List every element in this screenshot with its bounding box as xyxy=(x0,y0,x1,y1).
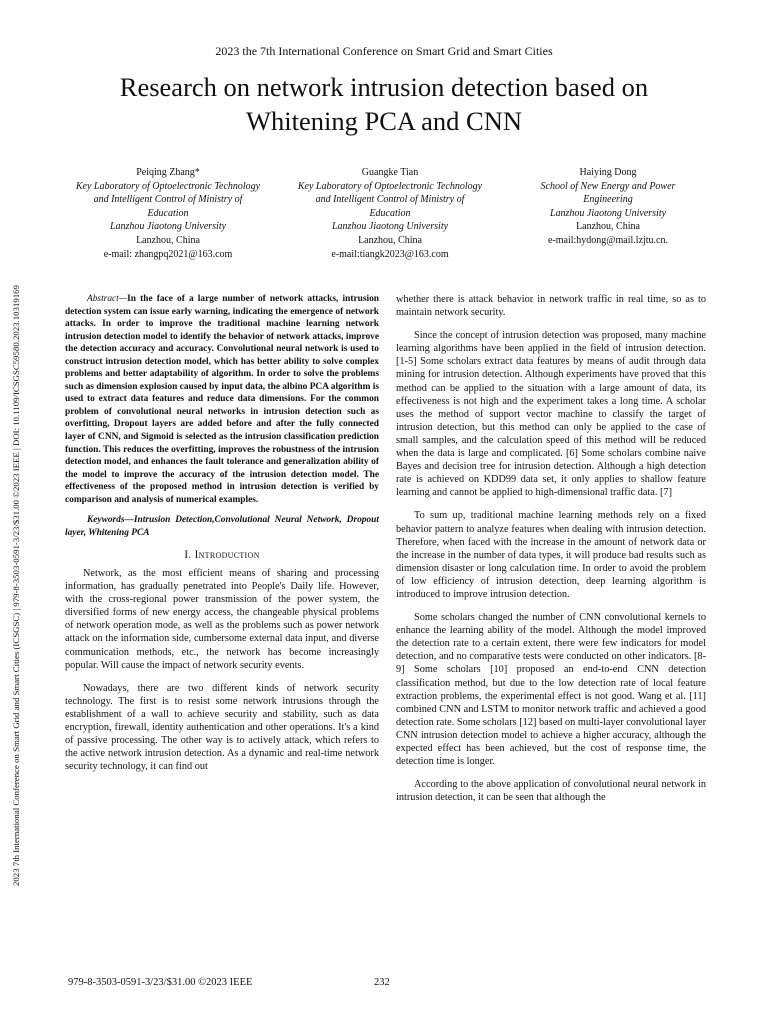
abstract-label: Abstract— xyxy=(87,294,128,304)
author-affiliation: Key Laboratory of Optoelectronic Technology and Intelligent Control of Ministry of Education xyxy=(297,180,483,219)
body-paragraph: Nowadays, there are two different kinds of network security technology. The first is to resist some network intrusions through the establishment of a wall to achieve security and stability, such as data encryption, firewall, identity authentication and other operations. It's a kind of passive processing. The other way is to actively attack, which refers to the active network intrusion detection. As a dynamic and real-time network security technology, it can find out xyxy=(65,682,379,773)
body-paragraph: According to the above application of convolutional neural network in intrusion detection, it can be seen that although the xyxy=(396,779,706,804)
author-affiliation: School of New Energy and Power Engineering xyxy=(540,180,676,206)
author-email: e-mail:hydong@mail.lzjtu.cn. xyxy=(547,234,668,246)
body-paragraph: Some scholars changed the number of CNN convolutional kernels to enhance the learning ability of the model. Although the model improved the detection rate to a certain extent, there were few indicators for model detection, and no comparative tests were conducted on other indicators. [8-9] Some scholars [10] proposed an end-to-end CNN detection classification method, but due to the low detection rate of local feature extraction problems, the experimental effect is not good. Wang et al. [11] combined CNN and LSTM to monitor network traffic and achieved a good detection rate. Some scholars [12] based on multi-layer convolutional layer CNN intrusion detection model to achieve a higher accuracy, although the expected effect has been achieved, but the cost of response time, the detection time is longer. xyxy=(396,612,706,768)
body-paragraph: whether there is attack behavior in network traffic in real time, so as to maintain network security. xyxy=(396,294,706,319)
section-heading-introduction xyxy=(65,549,379,562)
author-name: Haiying Dong xyxy=(579,167,637,178)
keywords-text: Intrusion Detection,Convolutional Neural Network, Dropout layer, Whitening PCA xyxy=(65,515,379,539)
keywords xyxy=(65,514,379,540)
author-university: Lanzhou Jiaotong University xyxy=(331,221,449,233)
left-column xyxy=(65,293,379,773)
author-location: Lanzhou, China xyxy=(136,234,200,246)
conference-header: 2023 the 7th International Conference on Smart Grid and Smart Cities xyxy=(215,44,553,58)
footer-copyright: 979-8-3503-0591-3/23/$31.00 ©2023 IEEE xyxy=(68,977,253,988)
author-affiliation: Key Laboratory of Optoelectronic Technology and Intelligent Control of Ministry of Education xyxy=(75,180,261,219)
author-email: e-mail:tiangk2023@163.com xyxy=(331,248,449,260)
author-university: Lanzhou Jiaotong University xyxy=(109,221,227,233)
title-line-1: Research on network intrusion detection based on xyxy=(119,72,649,102)
author-email: e-mail: zhangpq2021@163.com xyxy=(103,248,233,260)
author-university: Lanzhou Jiaotong University xyxy=(549,207,667,219)
paper-title xyxy=(40,70,728,138)
page-number: 232 xyxy=(374,977,390,988)
keywords-label: Keywords— xyxy=(87,515,134,526)
title-line-2: Whitening PCA and CNN xyxy=(245,106,523,136)
author-location: Lanzhou, China xyxy=(358,234,422,246)
author-name: Peiqing Zhang* xyxy=(136,167,200,178)
side-margin-text: 2023 7th International Conference on Smart Grid and Smart Cities (ICSGSC) | 979-8-3503-0591-3/23/$31.00 ©2023 IEEE | DOI: 10.1109/ICSGSC59580.2023.10319169 xyxy=(11,285,21,886)
section-number: I. xyxy=(184,548,192,561)
body-paragraph: To sum up, traditional machine learning methods rely on a fixed behavior pattern to analyze features when dealing with intrusion detection. Therefore, when faced with the increase in the amount of network data or the increase in the number of data types, it will produce bad results such as dimension disaster or long calculation time. In order to avoid the problem of low efficiency of intrusion detection, deep learning algorithm is introduced to improve intrusion detection. xyxy=(396,510,706,600)
abstract-text: In the face of a large number of network attacks, intrusion detection system can issue early warning, indicating the emergence of network attacks. In order to improve the traditional machine learning network intrusion detection model to identify the behavior of network attacks, improve the detection accuracy and accuracy. Convolutional neural network is used to construct intrusion detection model, which has better ability to solve complex problems and better adaptability of algorithm. In order to solve the problems such as dimension explosion caused by input data, the albino PCA algorithm is used to extract data features and reduce data dimensions. For the common problem of convolutional neural networks in intrusion detection such as overfitting, Dropout layers are added before and after the fully connected layer of CNN, and Sigmoid is selected as the intrusion classification prediction function. This reduces the overfitting, improves the robustness of the intrusion detection model, and enhances the fault tolerance and generalization ability of the model to improve the accuracy of the intrusion detection model. The effectiveness of the proposed method in intrusion detection is verified by comparison and analysis of numerical examples. xyxy=(65,294,379,505)
author-3 xyxy=(508,166,708,248)
author-block xyxy=(68,166,708,270)
body-paragraph: Since the concept of intrusion detection was proposed, many machine learning algorithms have been applied in the field of intrusion detection. [1-5] Some scholars extract data features by means of audit through data mining for intrusion detection. Although experiments have proved that this method can be applied to the situation with a large amount of data, its effectiveness is not high and the experiment takes a long time. A scholar uses the method of support vector machine to classify the target of intrusion detection, but this method can only be applied to the case of small samples, and the calculation speed of this method will be reduced when the data is large and complicated. [6] Some scholars combine naive Bayes and decision tree for intrusion detection. Although a high detection rate is achieved on KDD99 data set, it only applies to shallow feature learning and cannot be applied to high-dimensional traffic data. [7] xyxy=(396,330,706,499)
author-2 xyxy=(290,166,490,261)
right-column xyxy=(396,293,706,804)
author-location: Lanzhou, China xyxy=(576,221,640,233)
side-margin-note xyxy=(8,158,24,886)
author-1 xyxy=(68,166,268,261)
body-paragraph: Network, as the most efficient means of sharing and processing information, has gradually penetrated into People's Daily life. However, with the cross-regional power transmission of the power system, the diversified forms of new energy access, the changeable physical problems of network operation mode, as well as the problems such as power network attack on the information side, cumbersome external data input, and diverse communication methods, etc., the network has become increasingly popular. Will cause the impact of network security events. xyxy=(65,567,379,671)
author-name: Guangke Tian xyxy=(361,167,419,178)
section-title: Introduction xyxy=(194,548,260,561)
abstract xyxy=(65,293,379,506)
